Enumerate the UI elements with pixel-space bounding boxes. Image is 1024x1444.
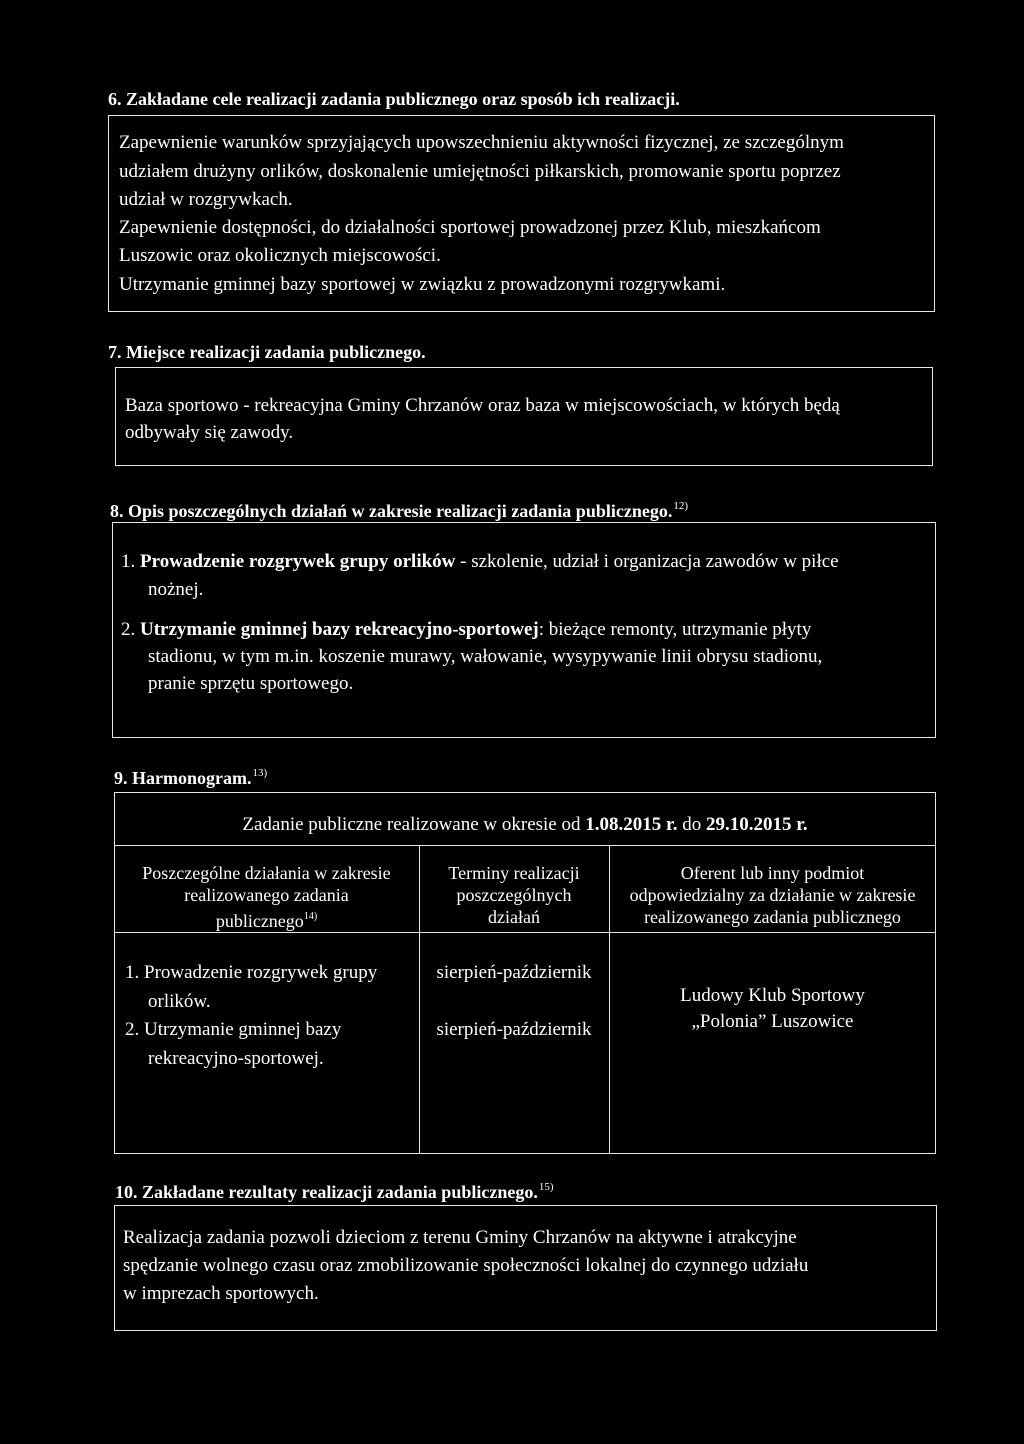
section-10-line: Realizacja zadania pozwoli dzieciom z terenu Gminy Chrzanów na aktywne i atrakcyjne (123, 1227, 797, 1248)
table-header-dates (419, 862, 609, 928)
activity-item-2-cont: pranie sprzętu sportowego. (148, 673, 354, 694)
section-9-title: 9. Harmonogram. (114, 768, 252, 788)
header-line: realizowanego zadania (184, 885, 349, 905)
table-cell-activity: orlików. (148, 991, 211, 1012)
section-10-heading (115, 1181, 554, 1203)
header-line: Poszczególne działania w zakresie (142, 863, 391, 883)
table-header-activities (114, 862, 419, 932)
table-cell-responsible: „Polonia” Luszowice (691, 1011, 854, 1032)
section-7-line: Baza sportowo - rekreacyjna Gminy Chrzanów oraz baza w miejscowościach, w których będą (125, 395, 840, 416)
section-6-line: udziałem drużyny orlików, doskonalenie umiejętności piłkarskich, promowanie sportu poprzez (119, 161, 841, 182)
header-text: publicznego (215, 911, 304, 931)
table-header-responsible (609, 862, 936, 928)
schedule-period (114, 810, 936, 839)
section-6-heading: 6. Zakładane cele realizacji zadania publicznego oraz sposób ich realizacji. (108, 89, 680, 109)
header-line: Terminy realizacji (448, 863, 580, 883)
period-from: 1.08.2015 r. (585, 814, 678, 835)
period-to: 29.10.2015 r. (705, 814, 808, 835)
section-10-title: 10. Zakładane rezultaty realizacji zadania publicznego. (115, 1182, 538, 1202)
section-6-line: Utrzymanie gminnej bazy sportowej w związku z prowadzonymi rozgrywkami. (119, 274, 726, 295)
footnote-ref: 12) (673, 500, 688, 512)
table-cell-activity: 2. Utrzymanie gminnej bazy (125, 1019, 342, 1040)
section-6-line: Zapewnienie warunków sprzyjających upowszechnieniu aktywności fizycznej, ze szczególnym (119, 132, 844, 153)
table-cell-activity: 1. Prowadzenie rozgrywek grupy (125, 962, 378, 983)
header-line (114, 906, 419, 932)
item-text: : bieżące remonty, utrzymanie płyty (538, 619, 812, 640)
item-text: - szkolenie, udział i organizacja zawodów w piłce (455, 551, 839, 572)
table-cell-date: sierpień-październik (436, 1019, 592, 1040)
section-6-line: Zapewnienie dostępności, do działalności sportowej prowadzonej przez Klub, mieszkańcom (119, 217, 821, 238)
item-number: 2. (121, 619, 136, 640)
section-6-line: Luszowic oraz okolicznych miejscowości. (119, 245, 441, 266)
activity-item-2-cont: stadionu, w tym m.in. koszenie murawy, wałowanie, wysypywanie linii obrysu stadionu, (148, 646, 823, 667)
header-line: poszczególnych (456, 885, 572, 905)
activity-item-1-cont: nożnej. (148, 579, 204, 600)
footnote-ref: 13) (252, 767, 268, 779)
table-divider (114, 845, 936, 846)
item-number: 1. (121, 551, 136, 572)
table-cell-activity: rekreacyjno-sportowej. (148, 1048, 324, 1069)
section-7-heading: 7. Miejsce realizacji zadania publicznego. (108, 342, 426, 362)
header-line: realizowanego zadania publicznego (644, 907, 901, 927)
footnote-ref: 14) (303, 911, 318, 922)
section-9-heading (114, 767, 267, 789)
section-8-heading (110, 500, 688, 522)
header-line: działań (488, 907, 540, 927)
section-8-title: 8. Opis poszczególnych działań w zakresie realizacji zadania publicznego. (110, 501, 673, 521)
section-7-line: odbywały się zawody. (125, 422, 294, 443)
section-10-line: w imprezach sportowych. (123, 1283, 319, 1304)
footnote-ref: 15) (538, 1181, 554, 1193)
header-line: odpowiedzialny za działanie w zakresie (629, 885, 916, 905)
table-divider (114, 932, 936, 933)
header-line: Oferent lub inny podmiot (680, 863, 865, 883)
item-title: Prowadzenie rozgrywek grupy orlików (140, 551, 456, 572)
item-title: Utrzymanie gminnej bazy rekreacyjno-sportowej (140, 619, 539, 640)
section-6-line: udział w rozgrywkach. (119, 189, 293, 210)
period-mid: do (677, 814, 706, 835)
section-10-line: spędzanie wolnego czasu oraz zmobilizowanie społeczności lokalnej do czynnego udziału (123, 1255, 809, 1276)
table-cell-responsible: Ludowy Klub Sportowy (680, 985, 865, 1006)
activity-item-1 (121, 546, 839, 578)
table-cell-date: sierpień-październik (436, 962, 592, 983)
period-prefix: Zadanie publiczne realizowane w okresie od (242, 814, 586, 835)
